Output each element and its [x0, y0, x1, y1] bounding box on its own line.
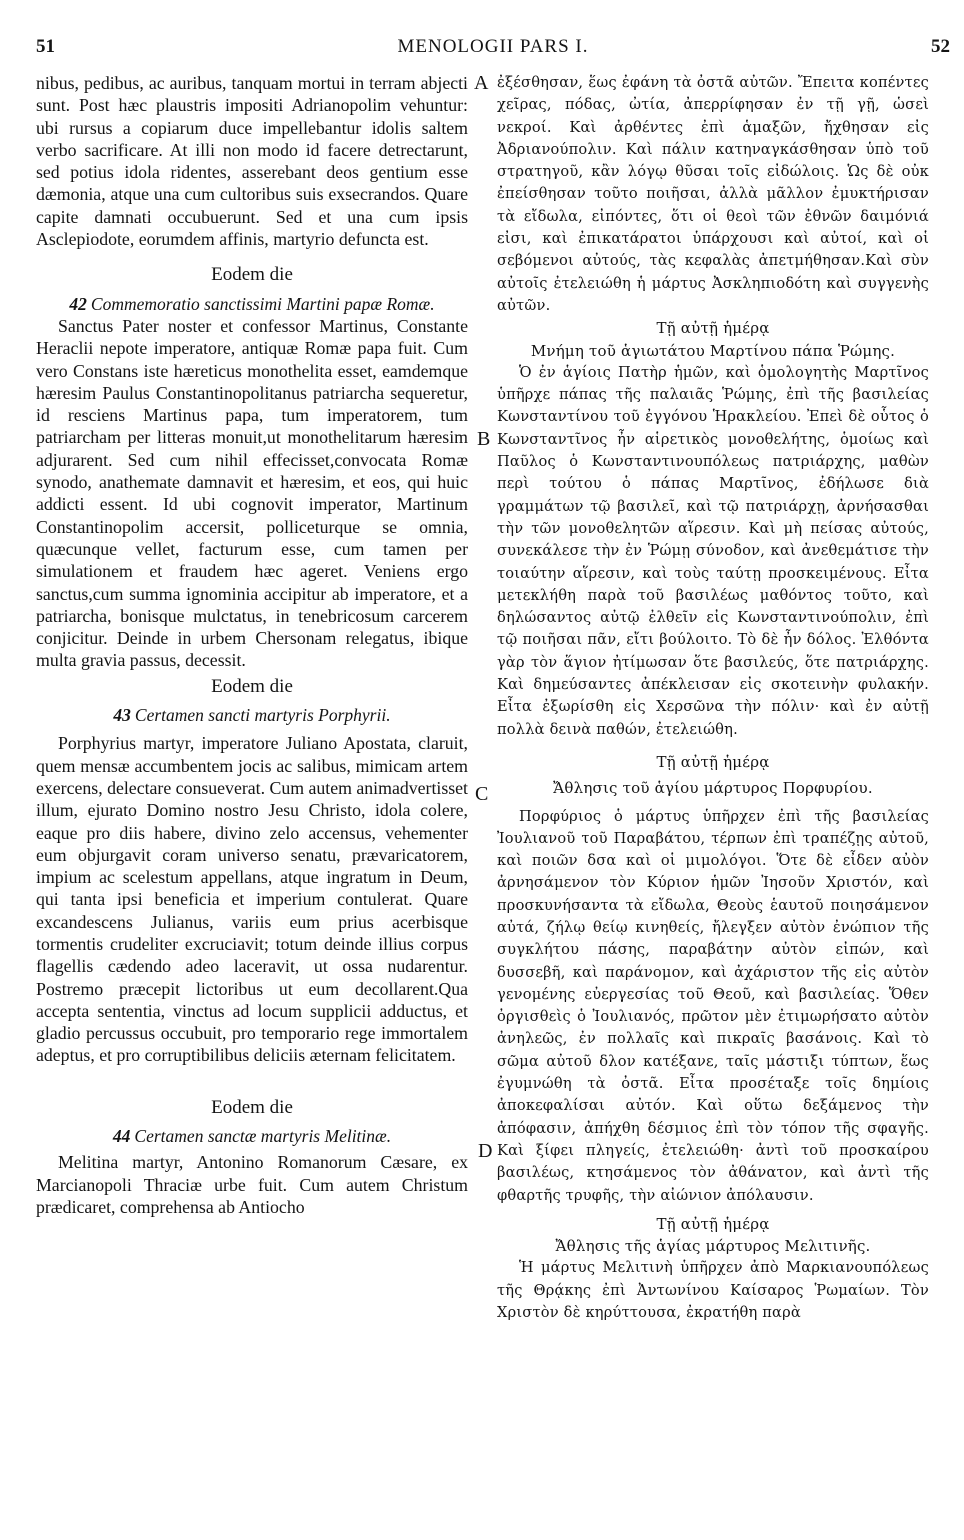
latin-paragraph-44: Melitina martyr, Antonino Romanorum Cæsare, ex Marcianopoli Thraciæ urbe fuit. Cum autem Christum prædicaret, comprehensa ab Antiocho [36, 1152, 468, 1217]
entry-number-42: 42 [69, 293, 87, 314]
greek-day-heading-3: Τῇ αὐτῇ ἡμέρᾳ [656, 1214, 770, 1233]
greek-paragraph-43: Πορφύριος ὁ μάρτυς ὑπῆρχεν ἐπὶ τῆς βασιλείας Ἰουλιανοῦ τοῦ Παραβάτου, τέρπων ἐπὶ τραπέζῃς αὐτοῦ, καὶ ποιῶν δσα καὶ οἱ μιμολόγοι. Ὅτε δὲ εἶδεν αὐὸν ἀρνησάμενον τὸν Κύριον ἡμῶν Ἰησοῦν Χριστόν, καὶ προσκυνήσαντα τὰ εἴδωλα, Θεοὺς ἑαυτοῦ ποιησάμενον αὐτά, ζήλῳ θείῳ κινηθείς, ἤλεγξεν αὐτὸν ἐνώπιον τῆς συγκλήτου πάσης, παραβάτην αὐτὸν εἰπών, καὶ δυσσεβῆ, καὶ παράνομον, καὶ ἀχάριστον τῆς εἰς αὐτὸν γενομένης εὐεργεσίας τοῦ Θεοῦ, καὶ βασιλείας. Ὅθεν ὀργισθεὶς ὁ Ἰουλιανός, πρῶτον μὲν ἐτιμωρήσατο αὐτὸν ἀνηλεῶς, ἐν πολλαῖς καὶ πικραῖς βασάνοις. Καὶ τὸ σῶμα αὐτοῦ δλον κατέξανε, ταῖς μάστιξι τύπτων, ἕως ἐγυμνώθη τὰ ὀστᾶ. Εἶτα προσέταξε τοῖς δημίοις ἀποκεφαλίσαι αὐτόν. Καὶ οὕτω δεξάμενος τὴν ἀπόφασιν, ἀπήχθη δέσμιος ἐπὶ τὸν τόπον τῆς σφαγῆς. Καὶ ξίφει πληγείς, ἐτελειώθη· ἀντὶ τοῦ προσκαίρου βασιλέως, κτησάμενος τὸν ἀθάνατον, καὶ ἀντὶ τῆς φθαρτῆς τρυφῆς, τὴν αἰώνιον ἀπόλαυσιν. [497, 807, 929, 1204]
latin-title-44-text: Certamen sanctæ martyris Melitinæ. [134, 1126, 392, 1147]
greek-title-43: Ἄθλησις τοῦ ἁγίου μάρτυρος Πορφυρίου. [553, 779, 873, 798]
greek-title-44: Ἄθλησις τῆς ἁγίας μάρτυρος Μελιτινῆς. [555, 1237, 871, 1256]
greek-column [497, 72, 929, 1324]
greek-intro-paragraph: ἐξέσθησαν, ἕως ἐφάνη τὰ ὀστᾶ αὐτῶν. Ἔπειτα κοπέντες χεῖρας, πόδας, ὠτία, ἀπερρίφησαν ἐν τῇ γῇ, ὡσεὶ νεκροί. Καὶ ἀρθέντες ἐπὶ ἁμαξῶν, ἤχθησαν εἰς Ἀδριανούπολιν. Καὶ πάλιν κατηναγκάσθησαν ὑπὸ τοῦ στρατηγοῦ, κἂν λόγῳ θῦσαι τοῖς εἰδώλοις. Ὡς δὲ οὐκ ἐπείσθησαν τοῦτο ποιῆσαι, ἀλλὰ μᾶλλον ἐμυκτήρισαν τὰ εἴδωλα, εἰπόντες, ὅτι οἱ θεοὶ τῶν ἐθνῶν δαιμόνιά εἰσι, καὶ ἐπικατάρατοι ὑπάρχουσι καὶ αὐτοί, καὶ οἱ σεβόμενοι αὐτούς, τὰς κεφαλὰς ἀπετμήθησαν.Καὶ σὺν αὐτοῖς ἐτελειώθη ἡ μάρτυς Ἀσκληπιοδότη καὶ συγγενὴς αὐτῶν. [497, 74, 929, 314]
latin-intro-paragraph: nibus, pedibus, ac auribus, tanquam mortui in terram abjecti sunt. Post hæc plaustris impositi Adrianopolim vehuntur: ubi rursus a copiarum duce impellebantur idolis saltem verbo sacrificare. At illi non modo id facere detrectarunt, sed potius idola ridentes, asserebant deos gentium esse dæmonia, atque una cum cultoribus suis exsecrandos. Quare capite damnati occubuerunt. Sed et una cum ipsis Asclepiodote, eorumdem affinis, martyrio defuncta est. [36, 73, 468, 250]
greek-paragraph-42: Ὁ ἐν ἁγίοις Πατὴρ ἡμῶν, καὶ ὁμολογητὴς Μαρτῖνος ὑπῆρχε πάπας τῆς παλαιᾶς Ῥώμης, ἐπὶ τῆς βασιλείας Κωνσταντίνου τοῦ ἐγγόνου Ἡρακλείου. Ἐπεὶ δὲ οὗτος ὁ Κωνσταντῖνος ἦν αἱρετικὸς μονοθελήτης, ὁμοίως καὶ Παῦλος ὁ Κωνσταντινουπόλεως πατριάρχης, μαθὼν περὶ τούτου ὁ πάπας Μαρτῖνος, ἐδήλωσε διὰ γραμμάτων τῷ βασιλεῖ, καὶ τῷ πατριάρχῃ, ἀρνήσασθαι τὴν τῶν μονοθελητῶν αἵρεσιν. Καὶ μὴ πείσας αὐτούς, συνεκάλεσε τὴν ἐν Ῥώμῃ σύνοδον, καὶ ἀνεθεμάτισε τὴν τοιαύτην αἵρεσιν, καὶ τοὺς ταύτῃ προσκειμένους. Εἶτα μετεκλήθη παρὰ τοῦ βασιλέως μαθόντος τοῦτο, καὶ δηλώσαντος αὐτῷ ἐλθεῖν εἰς Κωνσταντινούπολιν, ἐπὶ τῷ ποιῆσαι πᾶν, εἴτι βούλοιτο. Τὸ δὲ ἦν δόλος. Ἐλθόντα γὰρ τὸν ἅγιον ἠτίμωσαν ὅτε βασιλεύς, ὅτε πατριάρχης. Καὶ δημεύσαντες ἀπέκλεισαν εἰς σκοτεινὴν φυλακήν. Εἶτα ἐξωρίσθη εἰς Χερσῶνα τὴν πόλιν· καὶ ἐν αὐτῇ πολλὰ δεινὰ παθών, ἐτελειώθη. [497, 363, 929, 738]
latin-title-44 [36, 1125, 468, 1147]
page-header [36, 36, 950, 60]
greek-day-heading-1: Τῇ αὐτῇ ἡμέρᾳ [656, 319, 770, 338]
latin-title-42-text: Commemoratio sanctissimi Martini papæ Romæ. [90, 293, 435, 314]
latin-day-heading-3: Eodem die [211, 1096, 293, 1118]
latin-day-heading-2: Eodem die [211, 675, 293, 697]
latin-paragraph-43: Porphyrius martyr, imperatore Juliano Apostata, claruit, quem mensæ accumbentem jocis ac salibus, mimicam artem exercens, delectare consueverat. Cum autem animadvertisset illum, ejurato Domino nostro Jesu Christo, idola colere, eaque pro diis habere, divino zelo accensus, vehementer eum objurgavit coram universo senatu, prævaricatorem, impium ac scelestum appellans, atque ingratum in Deum, qui tanta ipsi beneficia et imperium contulerat. Quare excandescens Julianus, variis eum prius acerbisque tormentis crudeliter excruciavit; totum deinde illius corpus flagellis cædendo adeo laceravit, ut ossa nudarentur. Postremo præcepit lictoribus ut eum decollarent.Qua accepta sententia, vinctus ad locum supplicii adductus, et gladio percussus occubuit, pro temporario rege immortalem adeptus, et pro corruptibilibus deliciis æternam felicitatem. [36, 733, 468, 1066]
latin-title-42 [36, 293, 468, 315]
entry-number-44: 44 [112, 1126, 131, 1147]
left-page-number: 51 [36, 36, 55, 57]
greek-paragraph-44: Ἡ μάρτυς Μελιτινὴ ὑπῆρχεν ἀπὸ Μαρκιανουπόλεως τῆς Θρᾴκης ἐπὶ Ἀντωνίνου Καίσαρος Ῥωμαίων. Τὸν Χριστὸν δὲ κηρύττουσα, ἐκρατήθη παρὰ [497, 1259, 929, 1322]
greek-day-heading-2: Τῇ αὐτῇ ἡμέρᾳ [656, 752, 770, 771]
latin-title-43 [36, 704, 468, 726]
entry-number-43: 43 [113, 705, 131, 726]
right-page-number: 52 [931, 36, 950, 57]
latin-day-heading-1: Eodem die [211, 264, 293, 286]
running-head: MENOLOGII PARS I. [397, 36, 589, 57]
margin-marker-d: D [478, 1140, 493, 1162]
margin-marker-a: A [474, 72, 489, 94]
latin-title-43-text: Certamen sancti martyris Porphyrii. [134, 705, 391, 726]
margin-marker-b: B [477, 428, 491, 450]
margin-marker-c: C [475, 783, 489, 805]
latin-column [36, 72, 468, 1218]
latin-paragraph-42: Sanctus Pater noster et confessor Martinus, Constante Heraclii nepote imperatore, antiquæ Romæ papa fuit. Cum vero Constans iste hæreticus monothelita esset, eamdemque hæresim Paulus Constantinopolitanus patriarcha sequeretur, id resciens Martinus papa, tum imperatorem, tum patriarcham per litteras monuit,ut monothelitarum hæresim adjurarent. Sed cum nihil effecisset,convocata Romæ synodo, anathemate damnavit et hæresim, et eos, qui huic addicti essent. Id ubi cognovit imperator, Martinum Constantinopolim accersit, polliceturque se omnia, quæcunque vellet, facturum esse, cum tamen per simulationem et fraudem hæc ageret. Veniens ergo sanctus,cum summa ignominia accipitur ab imperatore, et a patriarcha, bonisque mulctatus, in tenebricosum carcerem conjicitur. Deinde in urbem Chersonam relegatus, ibique multa gravia passus, decessit. [36, 315, 468, 671]
greek-title-42: Μνήμη τοῦ ἁγιωτάτου Μαρτίνου πάπα Ῥώμης. [530, 341, 896, 360]
